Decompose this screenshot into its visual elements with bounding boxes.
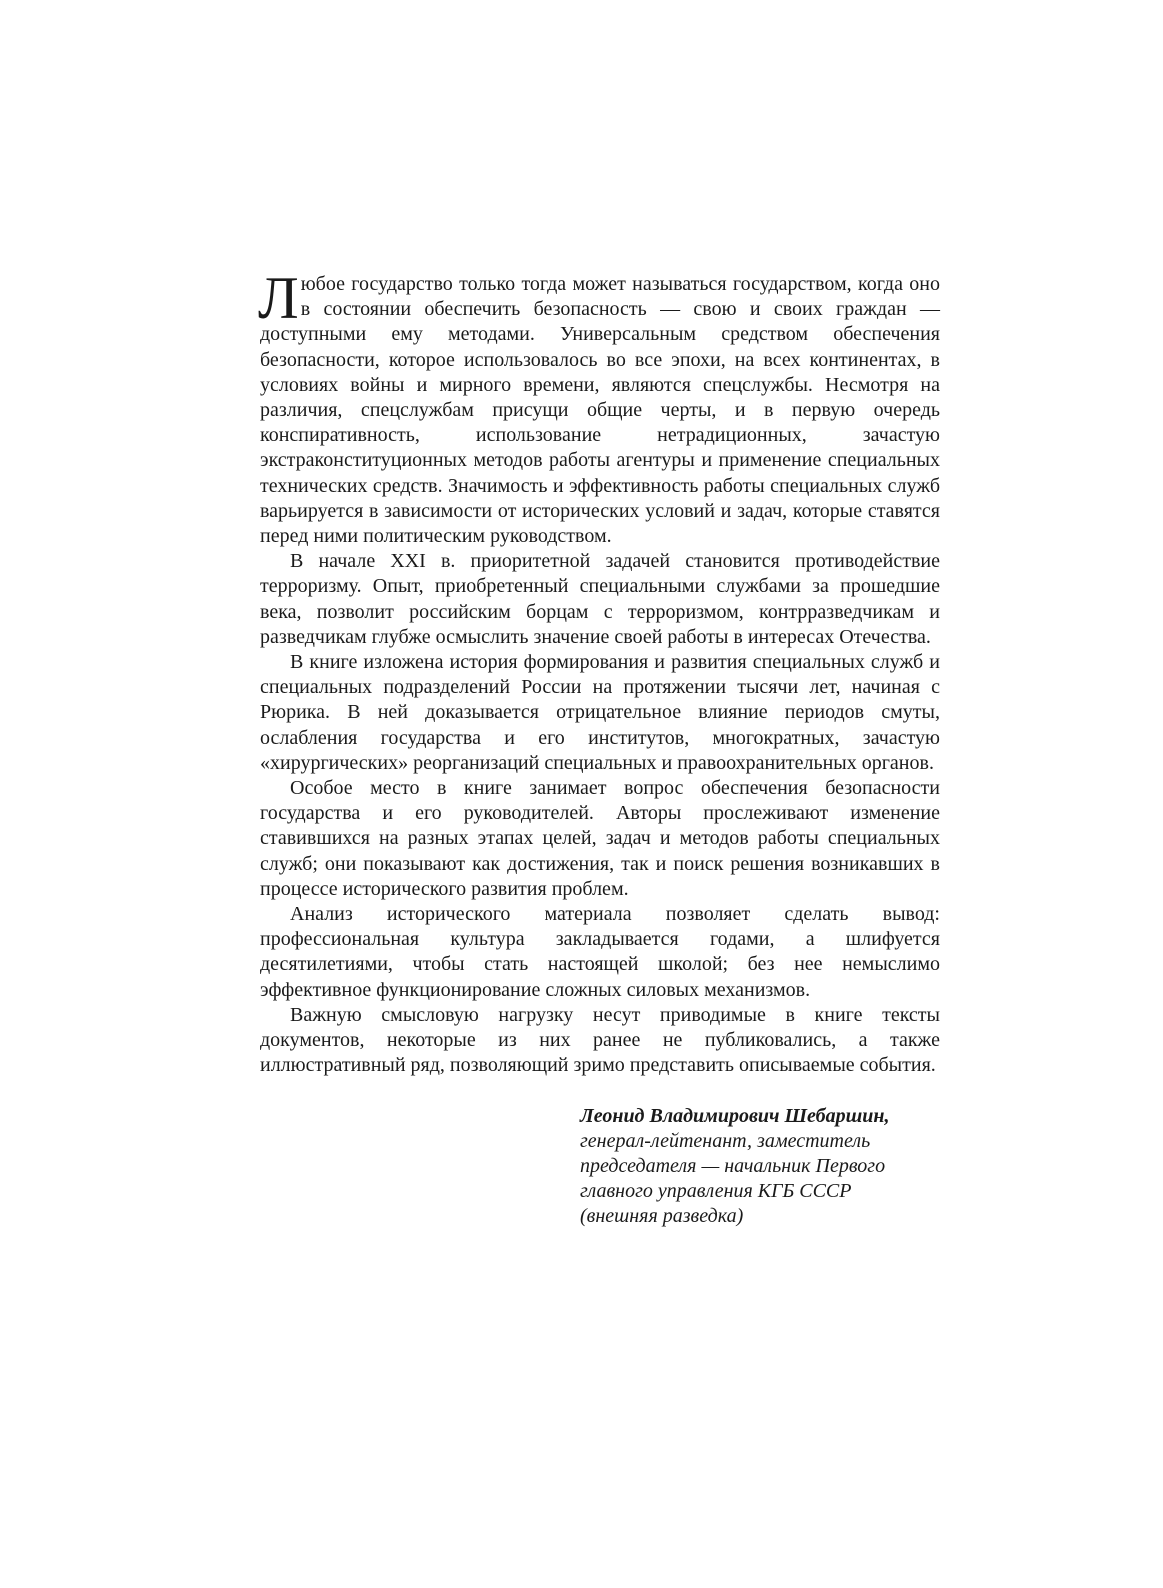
foreword-paragraph-5: Анализ исторического материала позволяет сделать вывод: профессиональная культура закладывается годами, а шлифуется десятилетиями, чтобы стать настоящей школой; без нее немыслимо эффективное функционирование сложных силовых механизмов. [260, 903, 940, 1001]
foreword-paragraph-2: В начале XXI в. приоритетной задачей становится противодействие терроризму. Опыт, приобретенный специальными службами за прошедшие века, позволит российским борцам с терроризмом, контрразведчикам и разведчикам глубже осмыслить значение своей работы в интересах Отечества. [260, 550, 940, 648]
foreword-paragraph-3: В книге изложена история формирования и развития специальных служб и специальных подразделений России на протяжении тысячи лет, начиная с Рюрика. В ней доказывается отрицательное влияние периодов смуты, ослабления государства и его институтов, многократных, зачастую «хирургических» реорганизаций специальных и правоохранительных органов. [260, 651, 940, 774]
author-title-line-1: генерал-лейтенант, заместитель [580, 1130, 871, 1152]
foreword-paragraph-6: Важную смысловую нагрузку несут приводимые в книге тексты документов, некоторые из них ранее не публиковались, а также иллюстративный ряд, позволяющий зримо представить описываемые события. [260, 1003, 940, 1077]
foreword-paragraph-4: Особое место в книге занимает вопрос обеспечения безопасности государства и его руководителей. Авторы прослеживают изменение ставившихся на разных этапах целей, задач и методов работы специальных служб; они показывают как достижения, так и поиск решения возникавших в процессе исторического развития проблем. [260, 777, 940, 900]
drop-cap-letter: Л [258, 265, 299, 331]
foreword-text [258, 265, 940, 1079]
author-name: Леонид Владимирович Шебаршин, [580, 1105, 890, 1127]
author-title-line-2: председателя — начальник Первого [580, 1155, 886, 1177]
foreword-paragraph-1 [258, 265, 940, 549]
author-signature [580, 1104, 980, 1229]
paragraph-1-text: юбое государство только тогда может называться государством, когда оно в состоянии обеспечить безопасность — свою и своих граждан — доступными ему методами. Универсальным средством обеспечения безопасности, которое использовалось во все эпохи, на всех континентах, в условиях войны и мирного времени, являются спецслужбы. Несмотря на различия, спецслужбам присущи общие черты, и в первую очередь конспиративность, использование нетрадиционных, зачастую экстраконституционных методов работы агентуры и применение специальных технических средств. Значимость и эффективность работы специальных служб варьируется в зависимости от исторических условий и задач, которые ставятся перед ними политическим руководством. [260, 273, 940, 548]
author-title-line-3: главного управления КГБ СССР [580, 1180, 852, 1202]
author-title-line-4: (внешняя разведка) [580, 1205, 744, 1227]
